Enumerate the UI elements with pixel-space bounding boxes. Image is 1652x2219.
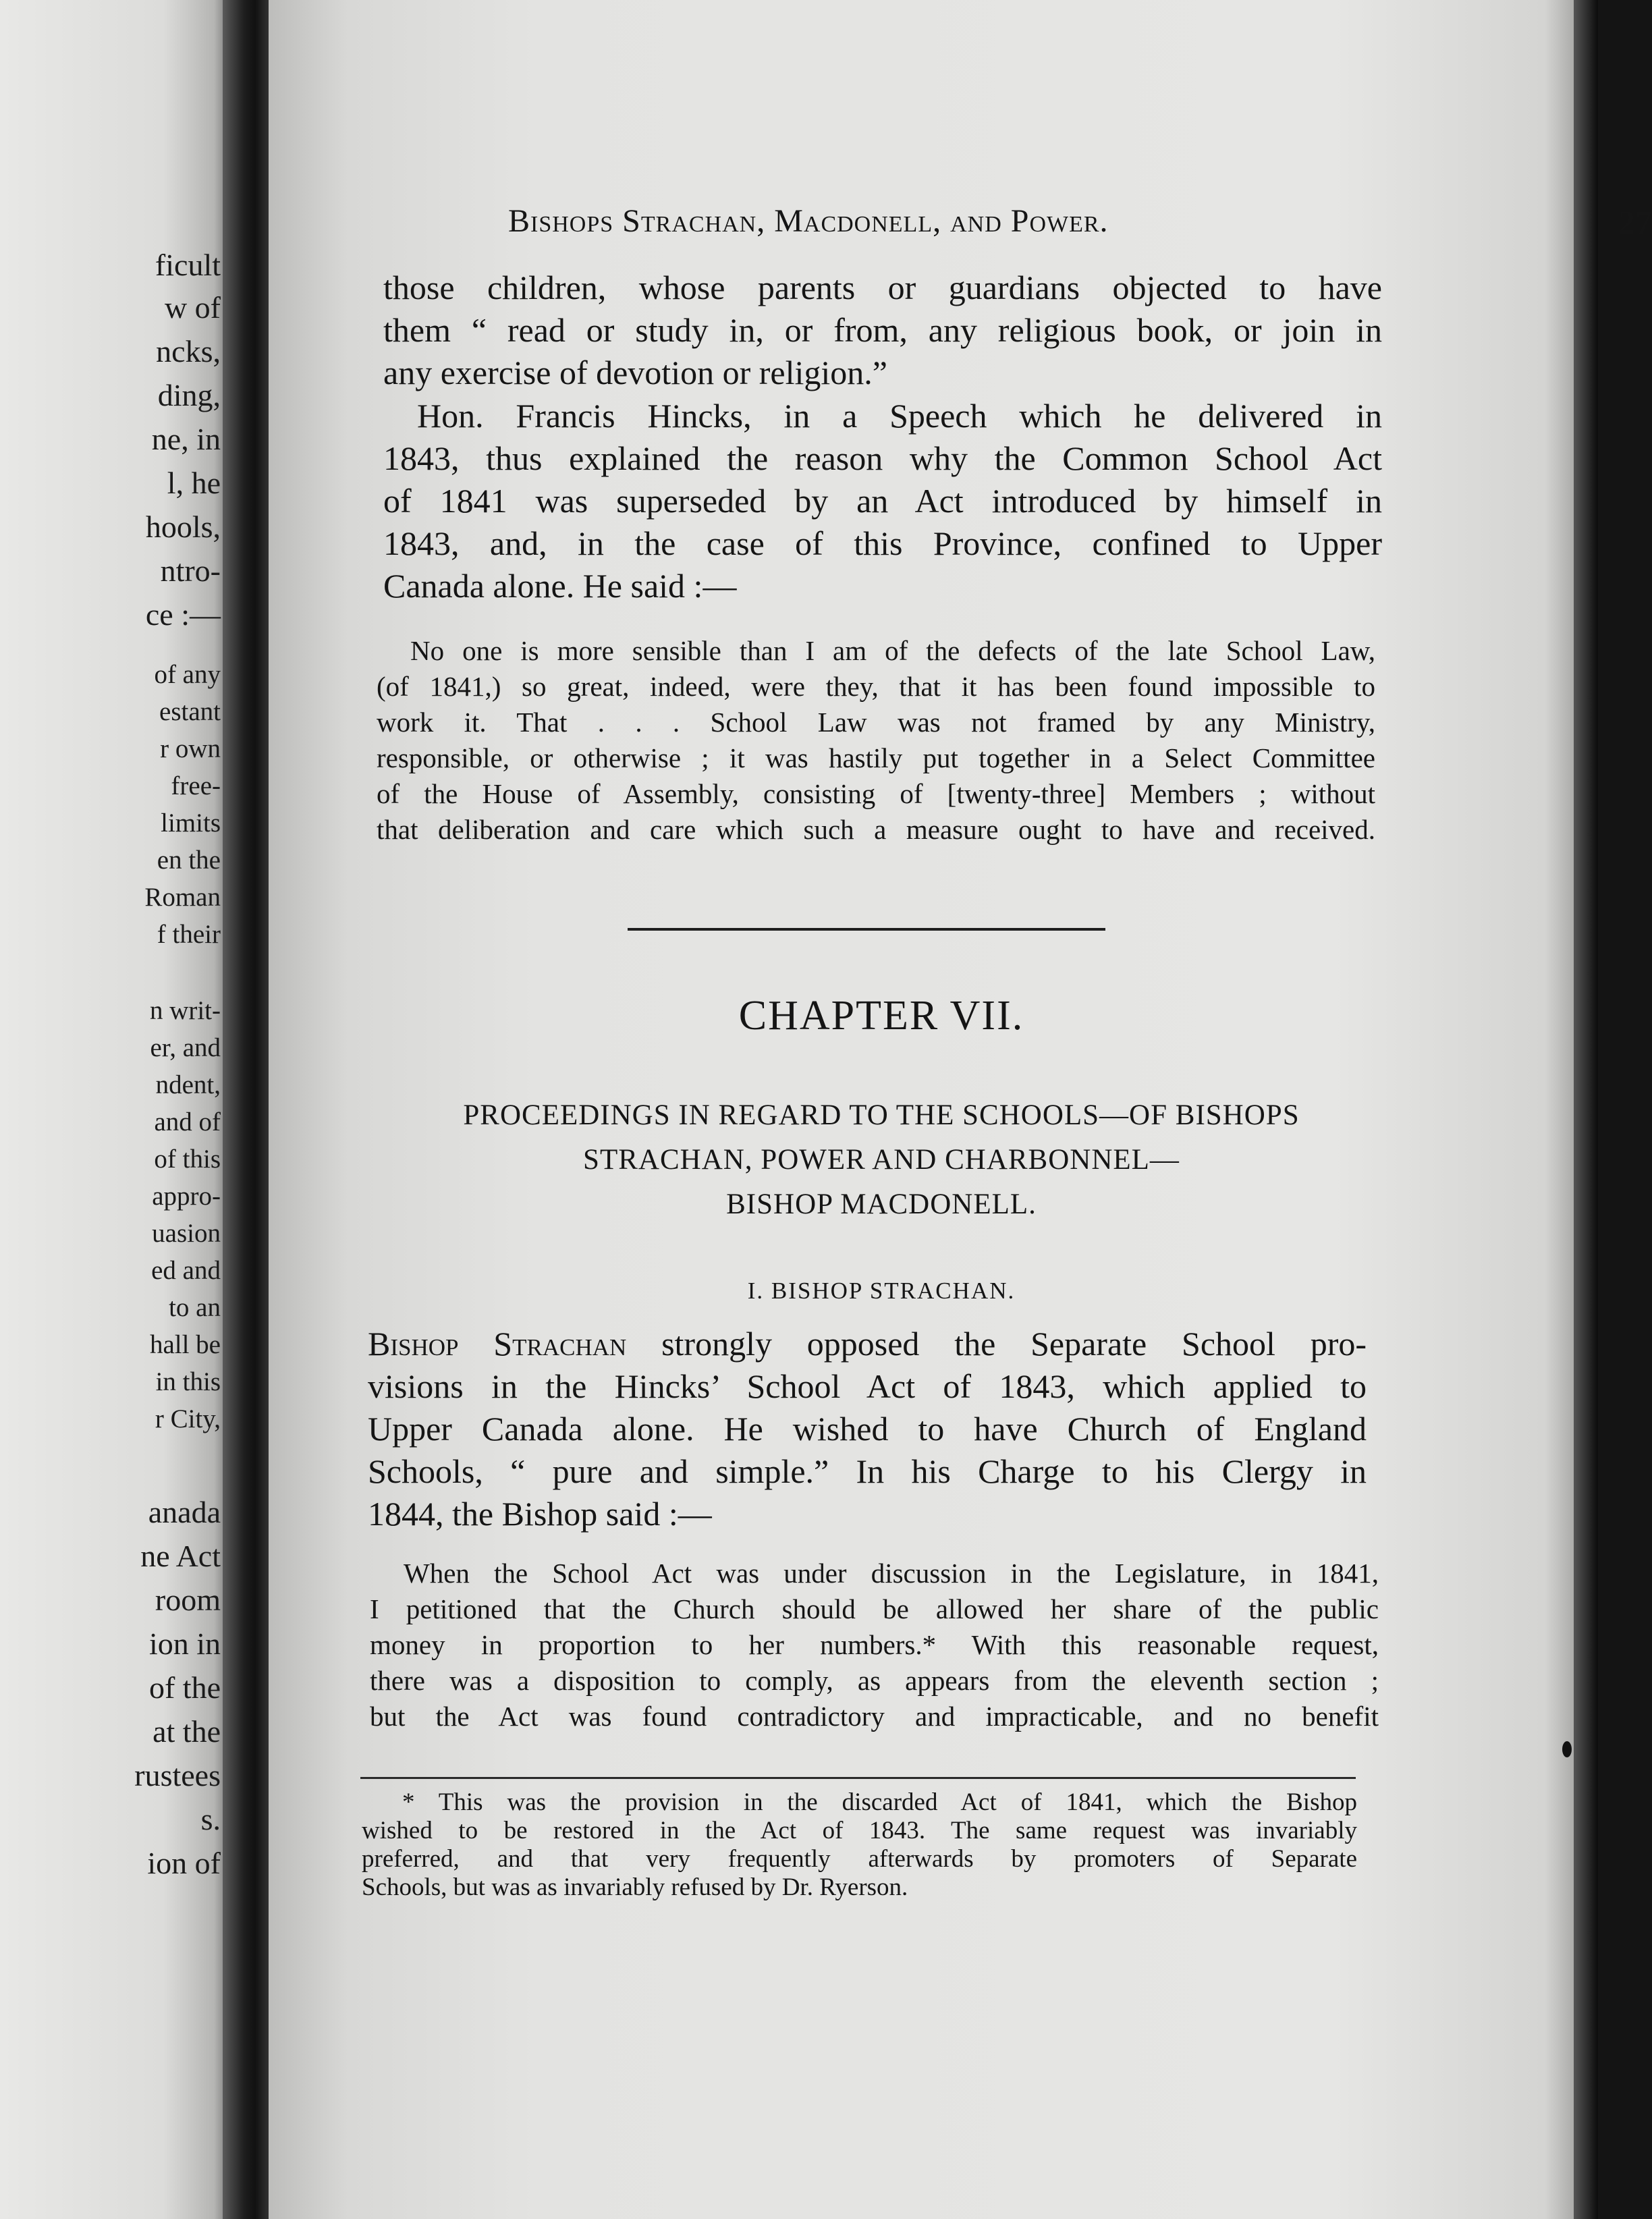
subtitle-line: PROCEEDINGS IN REGARD TO THE SCHOOLS—OF BISHOPS <box>463 1099 1300 1131</box>
left-text-line: uasion <box>152 1219 221 1248</box>
left-text-line: ding, <box>157 378 221 412</box>
left-text-line: l, he <box>167 466 221 500</box>
book-page <box>269 0 1652 2219</box>
quote-line: but the Act was found contradictory and impracticable, and no benefit <box>370 1701 1379 1732</box>
left-text-line: ion of <box>147 1846 221 1880</box>
text-line: Schools, “ pure and simple.” In his Charge to his Clergy in <box>368 1452 1367 1490</box>
left-text-line: and of <box>154 1107 221 1136</box>
quote-line: (of 1841,) so great, indeed, were they, that it has been found impossible to <box>377 671 1375 702</box>
text-line: 1844, the Bishop said :— <box>368 1495 712 1533</box>
footnote-rule <box>360 1777 1356 1779</box>
left-text-line: free- <box>171 771 221 800</box>
quote-line: money in proportion to her numbers.* With this reasonable request, <box>370 1629 1379 1660</box>
footnote-line: * This was the provision in the discarded Act of 1841, which the Bishop <box>402 1788 1357 1816</box>
left-text-line: s. <box>200 1802 221 1836</box>
left-text-line: room <box>155 1583 221 1617</box>
left-text-line: anada <box>148 1495 221 1529</box>
left-text-line: ne Act <box>140 1539 221 1573</box>
left-text-line: in this <box>155 1367 221 1396</box>
ink-speck <box>1562 1741 1572 1757</box>
block-quote-hincks <box>377 633 1375 848</box>
left-text-line: ficult <box>155 248 221 282</box>
text-line: Upper Canada alone. He wished to have Church of England <box>368 1410 1367 1448</box>
running-head-title: Bishops Strachan, Macdonell, and Power. <box>508 203 1109 239</box>
footnote-line: wished to be restored in the Act of 1843. The same request was invariably <box>362 1817 1357 1844</box>
paragraph-strachan <box>368 1323 1367 1535</box>
left-text-line: ce :— <box>145 597 221 632</box>
page-edge-shadow <box>1574 0 1598 2219</box>
quote-line: When the School Act was under discussion in the Legislature, in 1841, <box>404 1558 1379 1589</box>
left-text-line: hall be <box>149 1330 221 1359</box>
previous-page-edge <box>0 0 233 2219</box>
section-heading: I. BISHOP STRACHAN. <box>747 1278 1016 1304</box>
text-line: any exercise of devotion or religion.” <box>383 354 887 391</box>
paragraph-continuation <box>383 267 1382 394</box>
subtitle-line: STRACHAN, POWER AND CHARBONNEL— <box>583 1144 1180 1176</box>
left-text-line: ne, in <box>151 422 221 456</box>
left-text-line: n writ- <box>149 996 221 1025</box>
left-text-line: rustees <box>134 1758 221 1792</box>
left-text-line: to an <box>169 1293 221 1322</box>
left-text-line: at the <box>153 1714 221 1749</box>
quote-line: that deliberation and care which such a measure ought to have and received. <box>377 814 1375 845</box>
quote-line: of the House of Assembly, consisting of [twenty-three] Members ; without <box>377 778 1375 809</box>
left-text-line: r own <box>160 734 221 763</box>
left-text-line: estant <box>159 697 221 726</box>
footnote <box>362 1788 1357 1902</box>
text-line: visions in the Hincks’ School Act of 1843, which applied to <box>368 1367 1367 1405</box>
quote-line: No one is more sensible than I am of the defects of the late School Law, <box>410 635 1375 666</box>
left-text-line: ndent, <box>155 1070 221 1099</box>
lead-name: Bishop Strachan <box>368 1325 627 1363</box>
left-text-line: ion in <box>148 1626 221 1661</box>
page-number: 27 <box>1618 203 1652 241</box>
left-text-line: en the <box>157 846 221 875</box>
text-line: Hon. Francis Hincks, in a Speech which he delivered in <box>417 397 1382 435</box>
section-rule <box>628 928 1105 931</box>
text-line: 1843, thus explained the reason why the Common School Act <box>383 439 1382 477</box>
text-line: 1843, and, in the case of this Province, confined to Upper <box>383 524 1382 562</box>
quote-line: there was a disposition to comply, as appears from the eleventh section ; <box>370 1665 1379 1696</box>
chapter-subtitle <box>382 1093 1381 1227</box>
text-line: those children, whose parents or guardians objected to have <box>383 269 1382 306</box>
footnote-line: Schools, but was as invariably refused by Dr. Ryerson. <box>362 1873 908 1901</box>
text-line: them “ read or study in, or from, any religious book, or join in <box>383 311 1382 349</box>
left-text-line: er, and <box>150 1033 221 1062</box>
paragraph-hincks <box>383 395 1382 607</box>
text-line <box>368 1323 1367 1365</box>
left-text-line: hools, <box>145 510 221 544</box>
left-text-line: ntro- <box>160 553 221 588</box>
left-text-line: ed and <box>151 1256 221 1285</box>
subtitle-line: BISHOP MACDONELL. <box>726 1188 1037 1220</box>
left-text-line: ncks, <box>156 334 221 368</box>
left-text-line: r City, <box>155 1404 221 1433</box>
text-line: of 1841 was superseded by an Act introduced by himself in <box>383 482 1382 520</box>
block-quote-strachan <box>370 1556 1379 1734</box>
text-line: Canada alone. He said :— <box>383 567 737 605</box>
chapter-title: CHAPTER VII. <box>738 993 1024 1039</box>
footnote-line: preferred, and that very frequently afterwards by promoters of Separate <box>362 1845 1357 1873</box>
quote-line: I petitioned that the Church should be allowed her share of the public <box>370 1593 1379 1624</box>
quote-line: responsible, or otherwise ; it was hastily put together in a Select Committee <box>377 742 1375 773</box>
left-text-line: appro- <box>152 1182 221 1211</box>
quote-line: work it. That . . . School Law was not framed by any Ministry, <box>377 707 1375 738</box>
left-text-line: f their <box>157 920 221 949</box>
text-fragment: strongly opposed the Separate School pro- <box>626 1325 1367 1363</box>
running-header <box>508 202 1652 246</box>
left-text-line: of this <box>154 1145 221 1174</box>
left-text-line: w of <box>164 290 221 325</box>
left-text-line: of the <box>148 1670 221 1705</box>
left-text-line: limits <box>161 809 221 838</box>
left-text-line: Roman <box>144 883 221 912</box>
left-text-line: of any <box>154 660 221 689</box>
